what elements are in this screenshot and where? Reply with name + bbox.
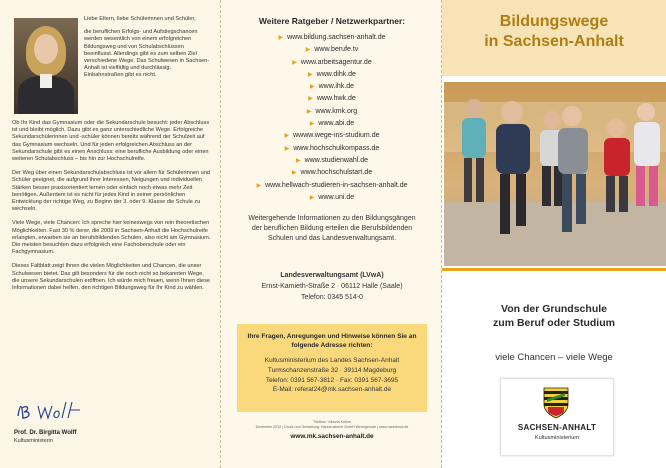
arrow-icon: ▶: [308, 71, 313, 78]
cover-subtitle: Von der Grundschule zum Beruf oder Studium: [493, 303, 615, 329]
agency-address: [245, 270, 419, 303]
imprint: Titelfoto: Viktoria Kühne Dezember 2012 | Druck und Gestaltung: Harzdruckerei GmbH Wernigerode | www.harzdruck.de: [255, 420, 409, 429]
coat-of-arms-icon: [543, 387, 569, 419]
partner-link[interactable]: ▶ www.dihk.de: [308, 70, 356, 78]
signature-name: Prof. Dr. Birgitta Wolff: [14, 430, 77, 436]
arrow-icon: ▶: [256, 182, 262, 189]
arrow-icon: ▶: [309, 121, 315, 128]
contact-heading: Ihre Fragen, Anregungen und Hinweise können Sie an folgende Adresse richten:: [247, 333, 417, 349]
partner-link[interactable]: ▶ www.hochschulstart.de: [291, 169, 373, 177]
arrow-icon: ▶: [309, 84, 315, 91]
partner-link[interactable]: ▶ www.hellwach-studieren-in-sachsen-anhalt.de: [256, 181, 408, 189]
arrow-icon: ▶: [308, 96, 313, 103]
partner-link-list: [221, 32, 443, 204]
portrait-photo: [14, 18, 78, 114]
partner-link[interactable]: ▶ wwww.wege-ins-studium.de: [284, 132, 380, 140]
partner-link[interactable]: ▶ www.arbeitsagentur.de: [292, 58, 372, 66]
cover-panel: [442, 0, 666, 468]
logo-name: SACHSEN-ANHALT: [517, 423, 597, 432]
contact-org: Kultusministerium des Landes Sachsen-Anhalt: [264, 357, 400, 364]
agency-street: Ernst-Kamieth-Straße 2 · 06112 Halle (Saale): [261, 283, 403, 290]
left-panel: [0, 0, 220, 468]
partner-link[interactable]: ▶ www.kmk.org: [306, 107, 358, 115]
body-paragraph: Der Weg über einen Sekundarschulabschluss ist vor allem für Schülerinnen und Schüler geeignet, die aufgrund ihrer Interessen, Neigungen und individuellen Stärken besser praxisorientiert lernen oder einfach noch etwas mehr Zeit benötigen. Außerdem ist es nicht für jedes Kind in seiner persönlichen Entwicklung der richtige Weg, zu Beginn der 3. oder 9. Klasse die Schule zu wechseln.: [12, 170, 210, 213]
cover-tagline: viele Chancen – viele Wege: [495, 352, 613, 363]
body-paragraph: Ob Ihr Kind das Gymnasium oder die Sekundarschule besucht: jeder Abschluss ist und bleibt möglich. Dazu gibt es ganz unterschiedliche Wege. Erfolgreiche Sekundarschülerinnen und -schüler können bereits während der Schulzeit auf das Gymnasium wechseln. Und für jeden erfolgreichen Abschluss an der Sekundarschule gibt es einen Anschluss: eine berufliche Ausbildung oder einen weiteren Schulabschluss – bis hin zur Hochschulreife.: [12, 120, 210, 163]
info-text: Weitergehende Informationen zu den Bildungsgängen der beruflichen Bildung erteilen die Berufsbildenden Schulen und das Landesverwaltungsamt.: [248, 215, 416, 242]
body-paragraph: Viele Wege, viele Chancen: Ich spreche hier keineswegs von rein theoretischen Möglichkeiten. Fast 30 % derer, die 2009 in Sachsen-Anhalt die Hochschulreife erlangten, erwarben sie an berufsbildenden Schulen, also nicht am Gymnasium. Die meisten besuchten dazu erfolgreich eine Fachoberschule oder ein Fachgymnasium.: [12, 220, 211, 256]
partners-heading: Weitere Ratgeber / Netzwerkpartner:: [258, 16, 406, 26]
partner-link[interactable]: ▶ www.studienwahl.de: [295, 156, 369, 164]
arrow-icon: ▶: [292, 59, 297, 66]
logo-subtitle: Kultusministerium: [534, 435, 580, 441]
greeting: Liebe Eltern, liebe Schülerinnen und Schüler,: [84, 16, 196, 22]
agency-phone: Telefon: 0345 514-0: [301, 294, 363, 301]
arrow-icon: ▶: [309, 194, 315, 201]
partner-link[interactable]: ▶ www.hwk.de: [308, 95, 356, 103]
signature-role: Kultusministerin: [14, 438, 53, 444]
partner-link[interactable]: ▶ www.bildung.sachsen-anhalt.de: [278, 34, 386, 41]
middle-panel: [220, 0, 442, 468]
ministry-url[interactable]: www.mk.sachsen-anhalt.de: [290, 433, 374, 440]
partner-link[interactable]: ▶ www.abi.de: [309, 120, 355, 128]
arrow-icon: ▶: [306, 108, 312, 115]
partner-link[interactable]: ▶ www.hochschulkompass.de: [284, 144, 380, 152]
handwritten-signature: [14, 398, 94, 424]
arrow-icon: ▶: [284, 145, 290, 152]
arrow-icon: ▶: [295, 157, 301, 164]
body-text: [12, 120, 212, 299]
partner-link[interactable]: ▶ www.ihk.de: [309, 83, 355, 91]
accent-divider: [442, 268, 666, 271]
agency-name: Landesverwaltungsamt (LVwA): [280, 272, 384, 279]
intro-paragraph: die beruflichen Erfolgs- und Aufstiegschancen werden wesentlich von einem erfolgreichen Bildungsweg und von Schulabschlüssen beeinflusst. Allerdings gibt es zum selben Ziel verschiedene Wege. Das Schulwesen in Sachsen-Anhalt ist vielfältig und durchlässig. Einbahnstraßen gibt es nicht.: [84, 29, 210, 79]
body-paragraph: Dieses Faltblatt zeigt Ihnen die vielen Möglichkeiten und Chancen, die unser Schulwesen bietet. Das gilt besonders für die noch nicht so bekannten Wege, die unsere Sekundarschulen eröffnen. Ich würde mich freuen, wenn Ihnen diese Informationen dabei helfen, den richtigen Bildungsweg für Ihr Kind zu wählen.: [12, 263, 210, 292]
partner-link[interactable]: ▶ www.berufe.tv: [305, 46, 359, 54]
arrow-icon: ▶: [278, 35, 284, 41]
contact-box: [237, 324, 427, 412]
cover-photo-children: [444, 82, 666, 266]
contact-phone: Telefon: 0391 567-3812 · Fax: 0391 567-3695: [265, 376, 399, 384]
ministry-logo: [500, 378, 614, 456]
cover-title: Bildungswege in Sachsen-Anhalt: [484, 13, 624, 50]
intro-text: [84, 16, 212, 86]
contact-email[interactable]: E-Mail: referat24@mk.sachsen-anhalt.de: [272, 386, 392, 394]
arrow-icon: ▶: [305, 47, 311, 54]
partner-link[interactable]: ▶ www.uni.de: [309, 193, 355, 201]
arrow-icon: ▶: [291, 170, 297, 177]
arrow-icon: ▶: [284, 133, 290, 140]
contact-street: Turmschanzenstraße 32 · 39114 Magdeburg: [267, 366, 397, 374]
